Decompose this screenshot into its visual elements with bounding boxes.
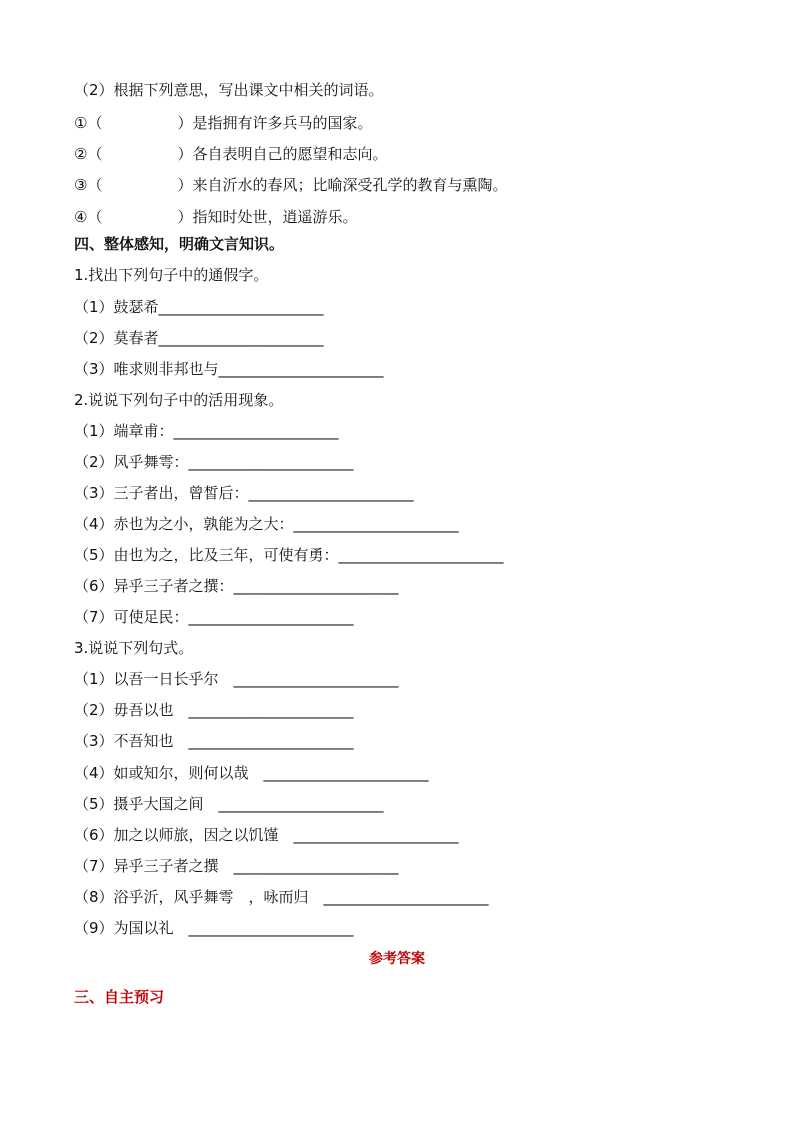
part-1-item-2: （2）莫春者______________________ (74, 329, 324, 347)
q2-item-1: ①（ ）是指拥有许多兵马的国家。 (74, 114, 373, 132)
q2-item-3: ③（ ）来自沂水的春风；比喻深受孔学的教育与熏陶。 (74, 176, 508, 194)
part-1-title: 1.找出下列句子中的通假字。 (74, 266, 269, 284)
part-3-item-3: （3）不吾知也 ______________________ (74, 732, 354, 750)
part-1-item-1: （1）鼓瑟希______________________ (74, 298, 324, 316)
part-1-item-3: （3）唯求则非邦也与______________________ (74, 360, 384, 378)
part-3-item-1: （1）以吾一日长乎尔 ______________________ (74, 670, 399, 688)
part-3-item-8: （8）浴乎沂，风乎舞雩 ，咏而归 ______________________ (74, 888, 489, 906)
part-2-item-7: （7）可使足民：______________________ (74, 608, 354, 626)
section-4-title: 四、整体感知，明确文言知识。 (74, 235, 285, 253)
part-2-item-3: （3）三子者出，曾皙后：______________________ (74, 484, 414, 502)
answers-section-3-title: 三、自主预习 (74, 988, 165, 1006)
part-3-item-9: （9）为国以礼 ______________________ (74, 919, 354, 937)
part-2-item-6: （6）异乎三子者之撰：______________________ (74, 577, 399, 595)
answers-heading: 参考答案 (369, 951, 425, 967)
part-3-item-4: （4）如或知尔，则何以哉 ______________________ (74, 764, 429, 782)
part-2-item-5: （5）由也为之，比及三年，可使有勇：______________________ (74, 546, 504, 564)
part-2-title: 2.说说下列句子中的活用现象。 (74, 391, 284, 409)
q2-title: （2）根据下列意思，写出课文中相关的词语。 (74, 81, 384, 99)
part-3-item-7: （7）异乎三子者之撰 ______________________ (74, 857, 399, 875)
q2-item-4: ④（ ）指知时处世，逍遥游乐。 (74, 208, 358, 226)
part-2-item-4: （4）赤也为之小，孰能为之大：______________________ (74, 515, 459, 533)
part-2-item-2: （2）风乎舞雩：______________________ (74, 453, 354, 471)
part-3-item-6: （6）加之以师旅，因之以饥馑 ______________________ (74, 826, 459, 844)
part-3-item-5: （5）摄乎大国之间 ______________________ (74, 795, 384, 813)
part-3-title: 3.说说下列句式。 (74, 639, 194, 657)
q2-item-2: ②（ ）各自表明自己的愿望和志向。 (74, 145, 388, 163)
part-2-item-1: （1）端章甫：______________________ (74, 422, 339, 440)
part-3-item-2: （2）毋吾以也 ______________________ (74, 701, 354, 719)
